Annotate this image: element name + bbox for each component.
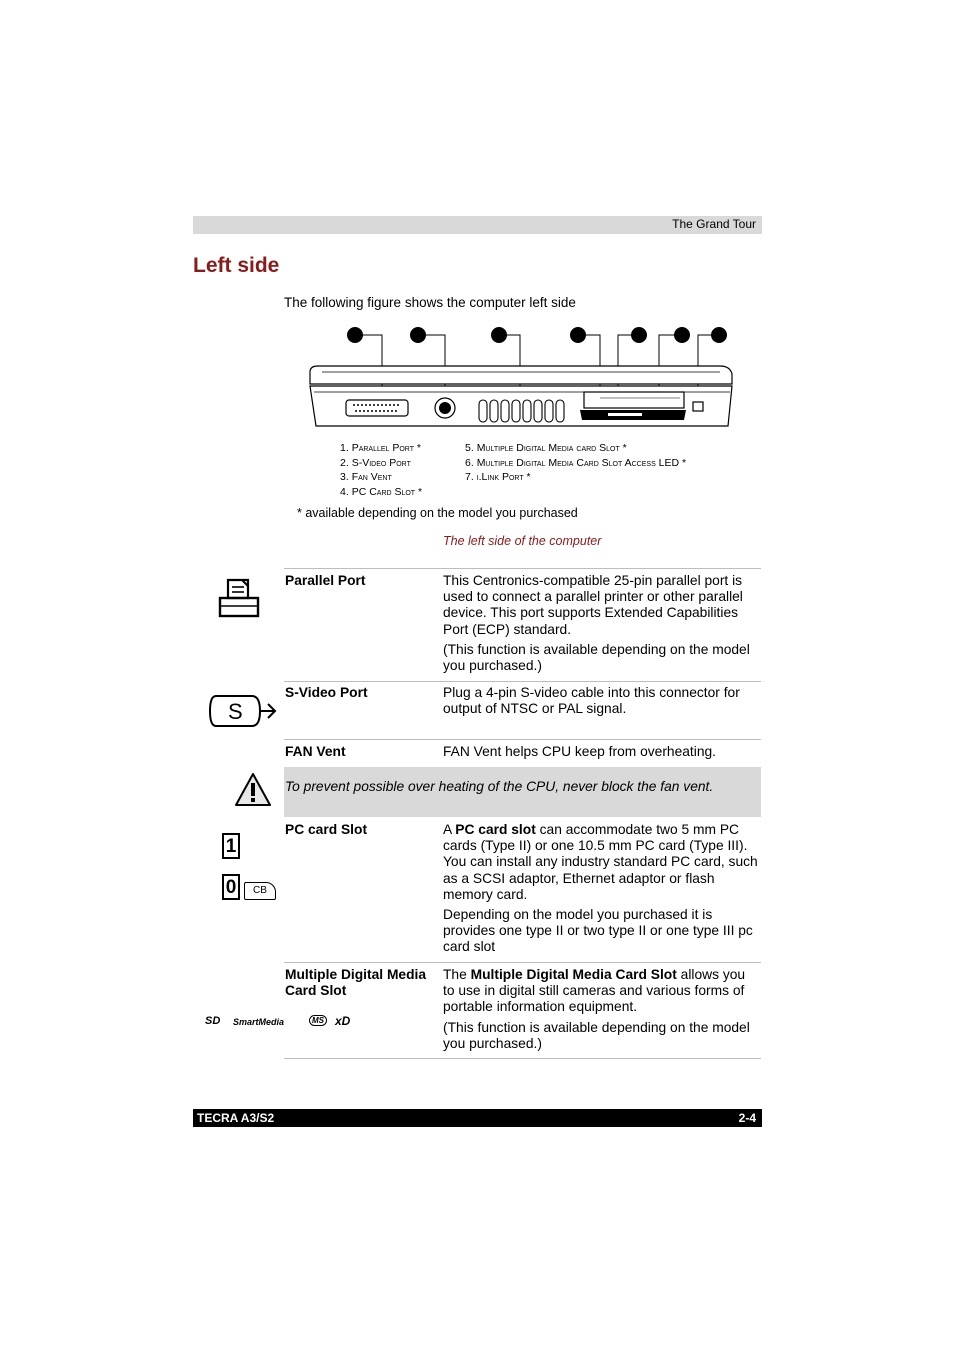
sd-logo: SD <box>205 1015 221 1027</box>
legend-item-2: 2. S-Video Port <box>340 456 411 469</box>
xd-logo: xD <box>335 1014 351 1028</box>
callout-dot-5 <box>631 327 647 343</box>
table-divider <box>284 568 761 569</box>
s-video-port-term: S-Video Port <box>285 685 368 700</box>
media-logos <box>205 1014 360 1030</box>
intro-text: The following figure shows the computer left side <box>284 295 576 310</box>
callout-dot-1 <box>347 327 363 343</box>
footer-model: TECRA A3/S2 <box>197 1111 275 1125</box>
cardbus-icon: CB <box>244 882 276 900</box>
parallel-port-term: Parallel Port <box>285 573 366 588</box>
warning-text: To prevent possible over heating of the CPU, never block the fan vent. <box>285 779 714 794</box>
s-video-port-description: Plug a 4-pin S-video cable into this connector for output of NTSC or PAL signal. <box>443 685 740 717</box>
warning-icon <box>234 772 272 808</box>
legend-item-6: 6. Multiple Digital Media Card Slot Access LED * <box>465 456 687 469</box>
fan-vent-description: FAN Vent helps CPU keep from overheating. <box>443 744 717 759</box>
legend-item-4: 4. PC Card Slot * <box>340 485 423 498</box>
legend-item-7: 7. i.Link Port * <box>465 471 531 483</box>
laptop-left-side-figure <box>300 322 740 434</box>
page-number: 2-4 <box>738 1111 756 1125</box>
figure-legend-left <box>340 441 422 499</box>
page-title: Left side <box>193 254 280 277</box>
callout-dot-7 <box>711 327 727 343</box>
parallel-port-shape <box>346 400 408 416</box>
svg-text:S: S <box>228 699 243 724</box>
parallel-port-description: This Centronics-compatible 25-pin parallel port is used to connect a parallel printer or other parallel device. This port supports Extended Capabilities Port (ECP) standard. (This function is available depending on the model you purchased.) <box>443 573 750 674</box>
callout-dot-4 <box>570 327 586 343</box>
figure-footnote: * available depending on the model you purchased <box>297 506 578 520</box>
pc-card-slot-term: PC card Slot <box>285 822 368 837</box>
callout-dot-6 <box>674 327 690 343</box>
fan-vent-term: FAN Vent <box>285 744 346 759</box>
header-bar <box>193 216 762 234</box>
figure-caption: The left side of the computer <box>443 534 602 548</box>
section-title: The Grand Tour <box>672 217 756 231</box>
figure-legend-right <box>465 441 686 485</box>
media-card-slot-term: Multiple Digital Media Card Slot <box>285 967 427 999</box>
pc-card-type2-icon: 1 <box>222 833 240 859</box>
legend-item-5: 5. Multiple Digital Media card Slot * <box>465 442 627 454</box>
legend-item-1: 1. Parallel Port * <box>340 442 422 454</box>
pc-card-slot-shape <box>584 392 684 408</box>
table-divider <box>284 1058 761 1059</box>
callout-dot-2 <box>410 327 426 343</box>
smartmedia-logo: SmartMedia <box>233 1017 285 1027</box>
table-divider <box>284 962 761 963</box>
legend-item-3: 3. Fan Vent <box>340 471 392 483</box>
memory-stick-logo: MS <box>309 1015 327 1026</box>
s-video-icon <box>208 691 278 731</box>
footer-bar <box>193 1109 762 1127</box>
ilink-port-shape <box>693 402 703 411</box>
parallel-port-icon <box>218 578 262 620</box>
table-divider <box>284 739 761 740</box>
callout-dot-3 <box>491 327 507 343</box>
pc-card-type3-icon: 0 <box>222 874 240 900</box>
pc-card-slot-description: A PC card slot can accommodate two 5 mm PC cards (Type II) or one 10.5 mm PC card (Type III). You can install any industry standard PC card, such as a SCSI adaptor, Ethernet adaptor or flash memory card. Depending on the model you purchased it is provides one type II or two type II or one type III pc card slot <box>443 822 758 955</box>
media-card-slot-description: The Multiple Digital Media Card Slot allows you to use in digital still cameras and various forms of portable information equipment. (This function is available depending on the model you purchased.) <box>443 967 750 1051</box>
table-divider <box>284 681 761 682</box>
